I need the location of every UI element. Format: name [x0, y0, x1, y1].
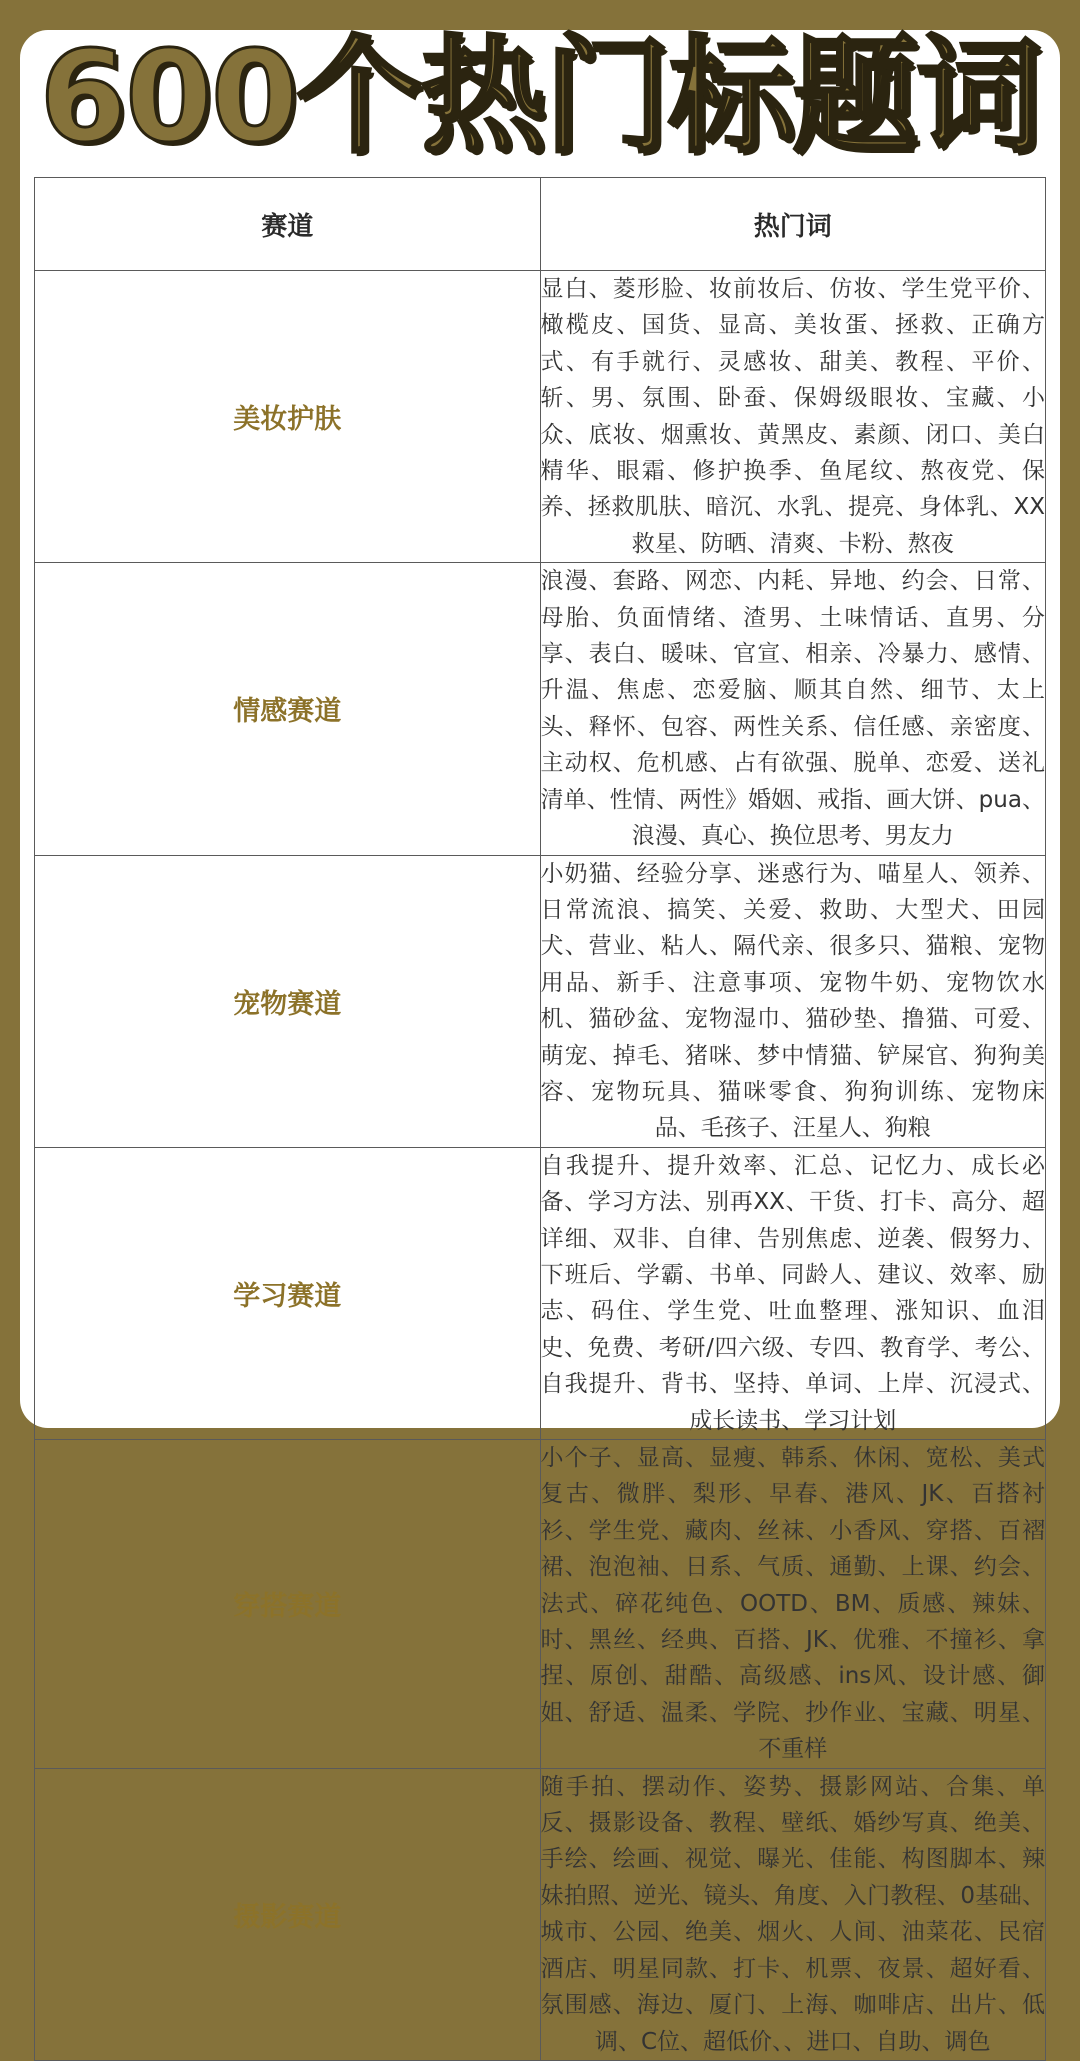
page-title: 600个热门标题词	[39, 23, 1041, 170]
keywords-text: 自我提升、提升效率、汇总、记忆力、成长必备、学习方法、别再XX、干货、打卡、高分、超详细、双非、自律、告别焦虑、逆袭、假努力、下班后、学霸、书单、同龄人、建议、效率、励志、码住、学生党、吐血整理、涨知识、血泪史、免费、考研/四六级、专四、教育学、考公、自我提升、背书、坚持、单词、上岸、沉浸式、成长读书、学习计划	[540, 1152, 1045, 1434]
category-cell: 美妆护肤	[35, 271, 541, 563]
keywords-cell	[540, 855, 1046, 1147]
keywords-text: 随手拍、摆动作、姿势、摄影网站、合集、单反、摄影设备、教程、壁纸、婚纱写真、绝美、手绘、绘画、视觉、曝光、佳能、构图脚本、辣妹拍照、逆光、镜头、角度、入门教程、0基础、城市、公园、绝美、烟火、人间、油菜花、民宿酒店、明星同款、打卡、机票、夜景、超好看、氛围感、海边、厦门、上海、咖啡店、出片、低调、C位、超低价、、进口、自助、调色	[540, 1773, 1045, 2055]
category-cell: 宠物赛道	[35, 855, 541, 1147]
category-cell: 穿搭赛道	[35, 1440, 541, 1769]
category-cell: 情感赛道	[35, 563, 541, 855]
table-header-row	[35, 178, 1046, 271]
header-words: 热门词	[540, 178, 1046, 271]
keywords-cell	[540, 271, 1046, 563]
keywords-text: 浪漫、套路、网恋、内耗、异地、约会、日常、母胎、负面情绪、渣男、土味情话、直男、分享、表白、暖味、官宣、相亲、冷暴力、感情、升温、焦虑、恋爱脑、顺其自然、细节、太上头、释怀、包容、两性关系、信任感、亲密度、主动权、危机感、占有欲强、脱单、恋爱、送礼清单、性情、两性》婚姻、戒指、画大饼、pua、浪漫、真心、换位思考、男友力	[540, 568, 1045, 850]
table-row	[35, 855, 1046, 1147]
header-category: 赛道	[35, 178, 541, 271]
keywords-cell	[540, 563, 1046, 855]
table-row	[35, 1147, 1046, 1439]
keywords-text: 小奶猫、经验分享、迷惑行为、喵星人、领养、日常流浪、搞笑、关爱、救助、大型犬、田园犬、营业、粘人、隔代亲、很多只、猫粮、宠物用品、新手、注意事项、宠物牛奶、宠物饮水机、猫砂盆、宠物湿巾、猫砂垫、撸猫、可爱、萌宠、掉毛、猪咪、梦中情猫、铲屎官、狗狗美容、宠物玩具、猫咪零食、狗狗训练、宠物床品、毛孩子、汪星人、狗粮	[540, 860, 1045, 1142]
table-row	[35, 271, 1046, 563]
keywords-text: 小个子、显高、显瘦、韩系、休闲、宽松、美式复古、微胖、梨形、早春、港风、JK、百搭衬衫、学生党、藏肉、丝袜、小香风、穿搭、百褶裙、泡泡袖、日系、气质、通勤、上课、约会、法式、碎花纯色、OOTD、BM、质感、辣妹、时、黑丝、经典、百搭、JK、优雅、不撞衫、拿捏、原创、甜酷、高级感、ins风、设计感、御姐、舒适、温柔、学院、抄作业、宝藏、明星、不重样	[540, 1445, 1045, 1763]
keyword-table	[34, 177, 1046, 2061]
keywords-cell	[540, 1147, 1046, 1439]
category-cell: 摄影赛道	[35, 1768, 541, 2060]
table-row	[35, 1768, 1046, 2060]
keywords-cell	[540, 1768, 1046, 2060]
table-row	[35, 563, 1046, 855]
category-cell: 学习赛道	[35, 1147, 541, 1439]
table-row	[35, 1440, 1046, 1769]
keywords-text: 显白、菱形脸、妆前妆后、仿妆、学生党平价、橄榄皮、国货、显高、美妆蛋、拯救、正确方式、有手就行、灵感妆、甜美、教程、平价、斩、男、氛围、卧蚕、保姆级眼妆、宝藏、小众、底妆、烟熏妆、黄黑皮、素颜、闭口、美白精华、眼霜、修护换季、鱼尾纹、熬夜党、保养、拯救肌肤、暗沉、水乳、提亮、身体乳、XX救星、防晒、清爽、卡粉、熬夜	[540, 276, 1045, 557]
keywords-cell	[540, 1440, 1046, 1769]
